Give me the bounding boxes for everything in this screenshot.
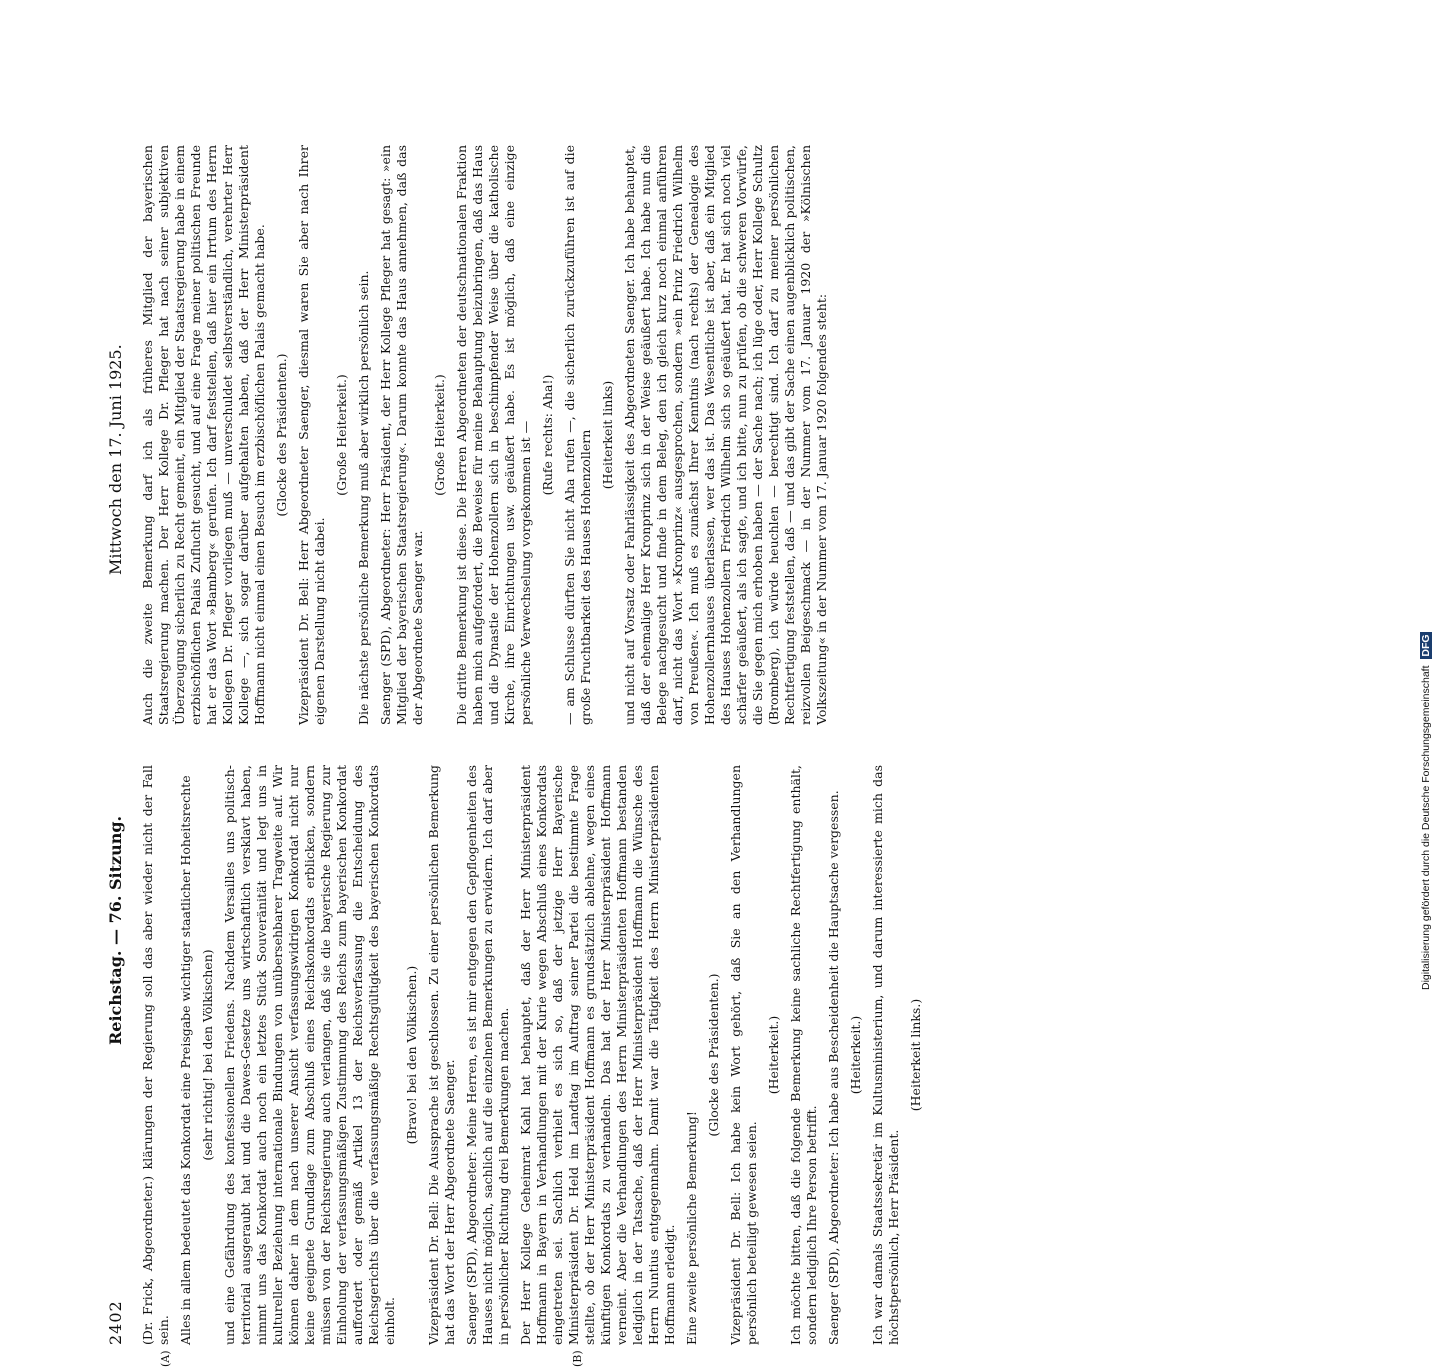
paragraph: Die nächste persönliche Bemerkung muß aber wirklich persönlich sein. [356,270,371,725]
speaker-paragraph: Saenger (SPD), Abgeordneter: Ich habe aus Bescheidenheit die Hauptsache vergessen. [826,790,841,1345]
remark: (Glocke des Präsidenten.) [706,973,721,1137]
document-page [100,145,960,1367]
right-column [140,145,960,725]
paragraph: Vizepräsident Dr. Bell: Herr Abgeordneter Saenger, diesmal waren Sie aber nach Ihrer eigenen Darstellung nicht dabei. [296,145,327,725]
margin-marker-a: (A) [159,1350,172,1367]
page-number: 2402 [106,1300,125,1345]
paragraph: — am Schlusse dürften Sie nicht Aha rufen —, die sicherlich zurückzuführen ist auf die große Fruchtbarkeit des Hauses Hohenzollern [562,145,593,725]
paragraph: Vizepräsident Dr. Bell: Ich habe kein Wort gehört, daß Sie an den Verhandlungen persönlich beteiligt gewesen seien. [728,765,759,1345]
remark: (Glocke des Präsidenten.) [274,353,289,517]
page-header [100,145,140,1345]
paragraph: (Dr. Frick, Abgeordneter.) klärungen der Regierung soll das aber wieder nicht der Fall sein. [140,765,171,1345]
paragraph: Eine zweite persönliche Bemerkung! [684,1111,699,1345]
session-title: Reichstag. — 76. Sitzung. [106,815,125,1045]
paragraph: Ich möchte bitten, daß die folgende Bemerkung keine sachliche Rechtfertigung enthält, sondern lediglich Ihre Person betrifft. [788,765,819,1345]
rotated-document-page [100,145,960,1367]
remark: (Heiterkeit.) [848,1015,863,1095]
remark: (Große Heiterkeit.) [432,374,447,496]
paragraph: Auch die zweite Bemerkung darf ich als früheres Mitglied der bayerischen Staatsregierung machen. Der Herr Kollege Dr. Pfleger hat nach seiner subjektiven Überzeugung sicherlich zu Recht gemeint, ein Mitglied der Staatsregierung habe in einem erzbischöflichen Palais Zuflucht gesucht, und auf eine Frage meiner politischen Freunde hat er das Wort »Bamberg« gerufen. Ich darf feststellen, daß hier ein Irrtum des Herrn Kollegen Dr. Pfleger vorliegen muß — unverschuldet selbstverständlich, verehrter Herr Kollege —, sich sogar darüber aufgehalten haben, daß der Herr Ministerpräsident Hoffmann nicht einmal einen Besuch im erzbischöflichen Palais gemacht habe. [140,145,267,725]
session-date: Mittwoch den 17. Juni 1925. [106,344,125,575]
paragraph: Ich war damals Staatssekretär im Kultusministerium, und darum interessierte mich das höchstpersönlich, Herr Präsident. [870,765,901,1345]
remark: (Heiterkeit.) [766,1015,781,1095]
paragraph: Alles in allem bedeutet das Konkordat eine Preisgabe wichtiger staatlicher Hoheitsrechte [178,775,193,1345]
credit-text: Digitalisierung gefördert durch die Deutsche Forschungsgemeinschaft [1420,665,1432,990]
digitization-credit [1406,0,1432,1000]
remark: (Heiterkeit links.) [908,998,923,1112]
margin-marker-b: (B) [571,1350,584,1367]
left-column [140,765,960,1367]
speaker-paragraph: Saenger (SPD), Abgeordneter: Meine Herren, es ist mir entgegen den Gepflogenheiten des Hauses nicht möglich, sachlich auf die einzelnen Bemerkungen zu erwidern. Ich darf aber in persönlicher Richtung drei Bemerkungen machen. [464,765,511,1345]
speaker-paragraph: Saenger (SPD), Abgeordneter: Herr Präsident, der Herr Kollege Pfleger hat gesagt: »ein Mitglied der bayerischen Staatsregierung«. Darum konnte das Haus annehmen, daß das der Abgeordnete Saenger war. [378,145,425,725]
paragraph: Der Herr Kollege Geheimrat Kahl hat behauptet, daß der Herr Ministerpräsident Hoffmann in Bayern in Verhandlungen mit der Kurie wegen Abschluß eines Konkordats eingetreten sei. Sachlich verhielt es sich so, daß der jetzige Herr Bayerische Ministerpräsident Dr. Held im Landtag im Auftrag seiner Partei die bestimmte Frage stellte, ob der Herr Ministerpräsident Hoffmann es grundsätzlich ablehne, wegen eines künftigen Konkordats zu verhandeln. Das hat der Herr Ministerpräsident Hoffmann verneint. Aber die Verhandlungen des Herrn Ministerpräsidenten Hoffmann bestanden lediglich in der Tatsache, daß der Herr Ministerpräsident Hoffmann die Wünsche des Herrn Nuntius entgegennahm. Damit war die Tätigkeit des Herrn Ministerpräsidenten Hoffmann erledigt. [518,765,677,1345]
dfg-logo: DFG [1420,634,1432,657]
remark: (Große Heiterkeit.) [334,374,349,496]
remark: (Heiterkeit links) [600,380,615,490]
remark: (Bravo! bei den Völkischen.) [404,965,419,1145]
paragraph: Die dritte Bemerkung ist diese. Die Herren Abgeordneten der deutschnationalen Fraktion haben mich aufgefordert, die Beweise für meine Behauptung beizubringen, daß das Haus und die Dynastie der Hohenzollern sich in beschimpfender Weise über die katholische Kirche, ihre Einrichtungen usw. geäußert habe. Es ist möglich, daß eine einzige persönliche Verwechselung vorgekommen ist — [454,145,533,725]
paragraph: und eine Gefährdung des konfessionellen Friedens. Nachdem Versailles uns politisch-territorial ausgeraubt hat und die Dawes-Gesetze uns wirtschaftlich versklavt haben, nimmt uns das Konkordat auch noch ein letztes Stück Souveränität und legt uns in kultureller Beziehung internationale Bindungen von unübersehbarer Tragweite auf. Wir können daher in dem nach unserer Ansicht verfassungswidrigen Konkordat nicht nur keine geeignete Grundlage zum Abschluß eines Reichskonkordats erblicken, sondern müssen von der Reichsregierung auch verlangen, daß sie die bayerische Regierung zur Einholung der verfassungsmäßigen Zustimmung des Reichs zum bayerischen Konkordat auffordert oder gemäß Artikel 13 der Reichsverfassung die Entscheidung des Reichsgerichts über die verfassungsmäßige Rechtsgültigkeit des bayerischen Konkordats einholt. [222,765,397,1345]
remark: (Rufe rechts: Aha!) [540,374,555,496]
remark: (sehr richtig! bei den Völkischen) [200,949,215,1161]
paragraph: Vizepräsident Dr. Bell: Die Aussprache ist geschlossen. Zu einer persönlichen Bemerkung hat das Wort der Herr Abgeordnete Saenger. [426,765,457,1345]
paragraph: und nicht auf Vorsatz oder Fahrlässigkeit des Abgeordneten Saenger. Ich habe behauptet, daß der ehemalige Herr Kronprinz sich in der Weise geäußert habe. Ich habe nun die Belege nachgesucht und finde in dem Beleg, den ich gleich kurz noch einmal anführen darf, nicht das Wort »Kronprinz« ausgesprochen, sondern »ein Prinz Friedrich Wilhelm von Preußen«. Ich muß es zunächst Ihrer Kenntnis (nach rechts) der Genealogie des Hohenzollernhauses überlassen, wer das ist. Das Wesentliche ist aber, daß ein Mitglied des Hauses Hohenzollern Friedrich Wilhelm sich so geäußert hat. Er hat sich noch viel schärfer geäußert, als ich sagte, und ich bitte, nun zu prüfen, ob die schweren Vorwürfe, die Sie gegen mich erhoben haben — der Sache nach; ich lüge oder, Herr Kollege Schultz (Bromberg), ich würde heuchlen — berechtigt sind. Ich darf zu meiner persönlichen Rechtfertigung feststellen, daß — und das gibt der Sache einen augenblicklich politischen, reizvollen Beigeschmack — in der Nummer vom 17. Januar 1920 der »Kölnischen Volkszeitung« in der Nummer vom 17. Januar 1920 folgendes steht: [622,145,829,725]
